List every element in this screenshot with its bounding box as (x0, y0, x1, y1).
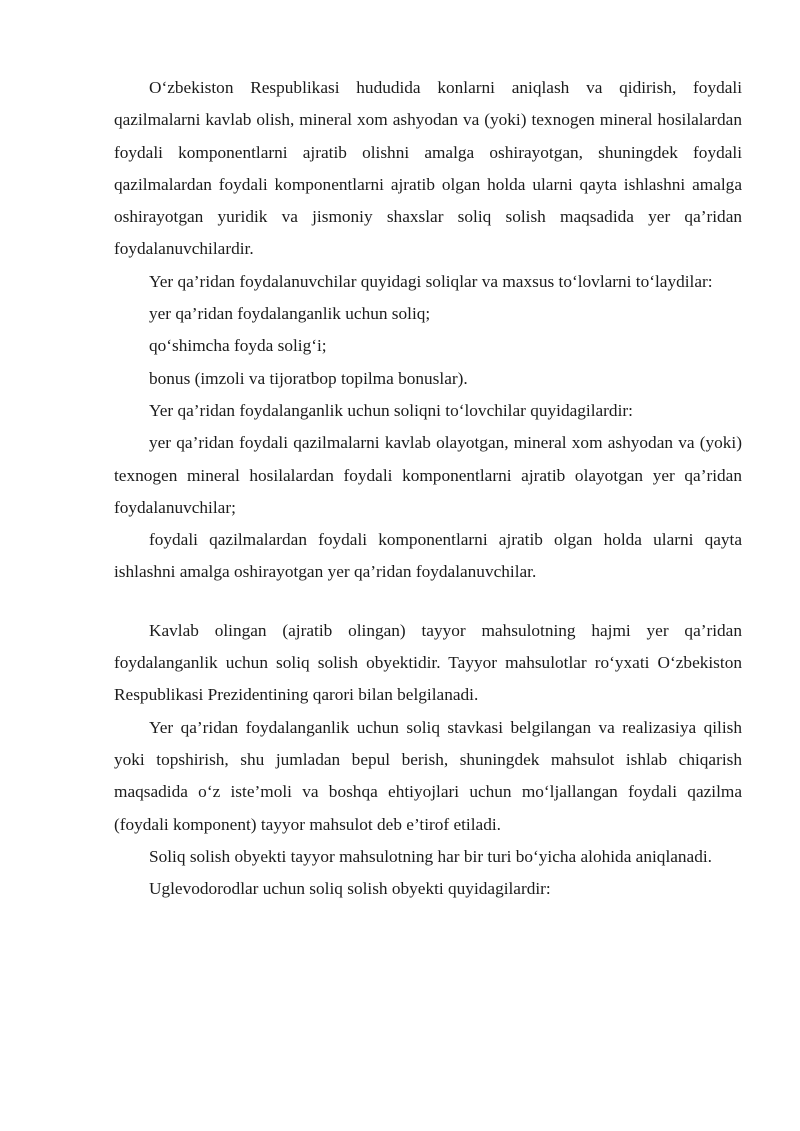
paragraph-object-by-type: Soliq solish obyekti tayyor mahsulotning har bir turi bo‘yicha alohida aniqlanadi. (149, 846, 712, 866)
list-item-taxpayers-extracting: yer qa’ridan foydali qazilmalarni kavlab olayotgan, mineral xom ashyodan va (yoki) texnogen mineral hosilalardan foydali komponentlarni ajratib olayotgan yer qa’ridan foydalanuvchilar; (114, 433, 742, 517)
list-item-excess-profit-tax: qo‘shimcha foyda solig‘i; (149, 336, 327, 356)
paragraph-taxable-object: Kavlab olingan (ajratib olingan) tayyor mahsulotning hajmi yer qa’ridan foydalanganlik uchun soliq solish obyektidir. Tayyor mahsulotlar ro‘yxati O‘zbekiston Respublikasi Prezidentining qarori bilan belgilanadi. (114, 620, 742, 705)
paragraph-spacer (114, 589, 742, 615)
paragraph-finished-product-definition: Yer qa’ridan foydalanganlik uchun soliq stavkasi belgilangan va realizasiya qilish yoki topshirish, shu jumladan bepul berish, shuningdek mahsulot ishlab chiqarish maqsadida o‘z iste’moli va boshqa ehtiyojlari uchun mo‘ljallangan foydali qazilma (foydali komponent) tayyor mahsulot deb e’tirof etiladi. (114, 717, 742, 834)
paragraph-hydrocarbons-intro: Uglevodorodlar uchun soliq solish obyekti quyidagilardir: (149, 879, 551, 899)
list-item-subsoil-tax: yer qa’ridan foydalanganlik uchun soliq; (149, 304, 431, 324)
paragraph-taxpayers-intro: Yer qa’ridan foydalanganlik uchun soliqni to‘lovchilar quyidagilardir: (149, 400, 633, 420)
list-item-bonus: bonus (imzoli va tijoratbop topilma bonuslar). (149, 368, 468, 388)
paragraph-taxes-intro: Yer qa’ridan foydalanuvchilar quyidagi soliqlar va maxsus to‘lovlarni to‘laydilar: (149, 271, 713, 291)
list-item-taxpayers-processing: foydali qazilmalardan foydali komponentlarni ajratib olgan holda ularni qayta ishlashni amalga oshirayotgan yer qa’ridan foydalanuvchilar. (114, 530, 742, 582)
document-body (114, 72, 742, 905)
paragraph-subsoil-users-definition: O‘zbekiston Respublikasi hududida konlarni aniqlash va qidirish, foydali qazilmalarni kavlab olish, mineral xom ashyodan va (yoki) texnogen mineral hosilalardan foydali komponentlarni ajratib olishni amalga oshirayotgan, shuningdek foydali qazilmalardan foydali komponentlarni ajratib olgan holda ularni qayta ishlashni amalga oshirayotgan yuridik va jismoniy shaxslar soliq solish maqsadida yer qa’ridan foydalanuvchilardir. (114, 78, 742, 259)
